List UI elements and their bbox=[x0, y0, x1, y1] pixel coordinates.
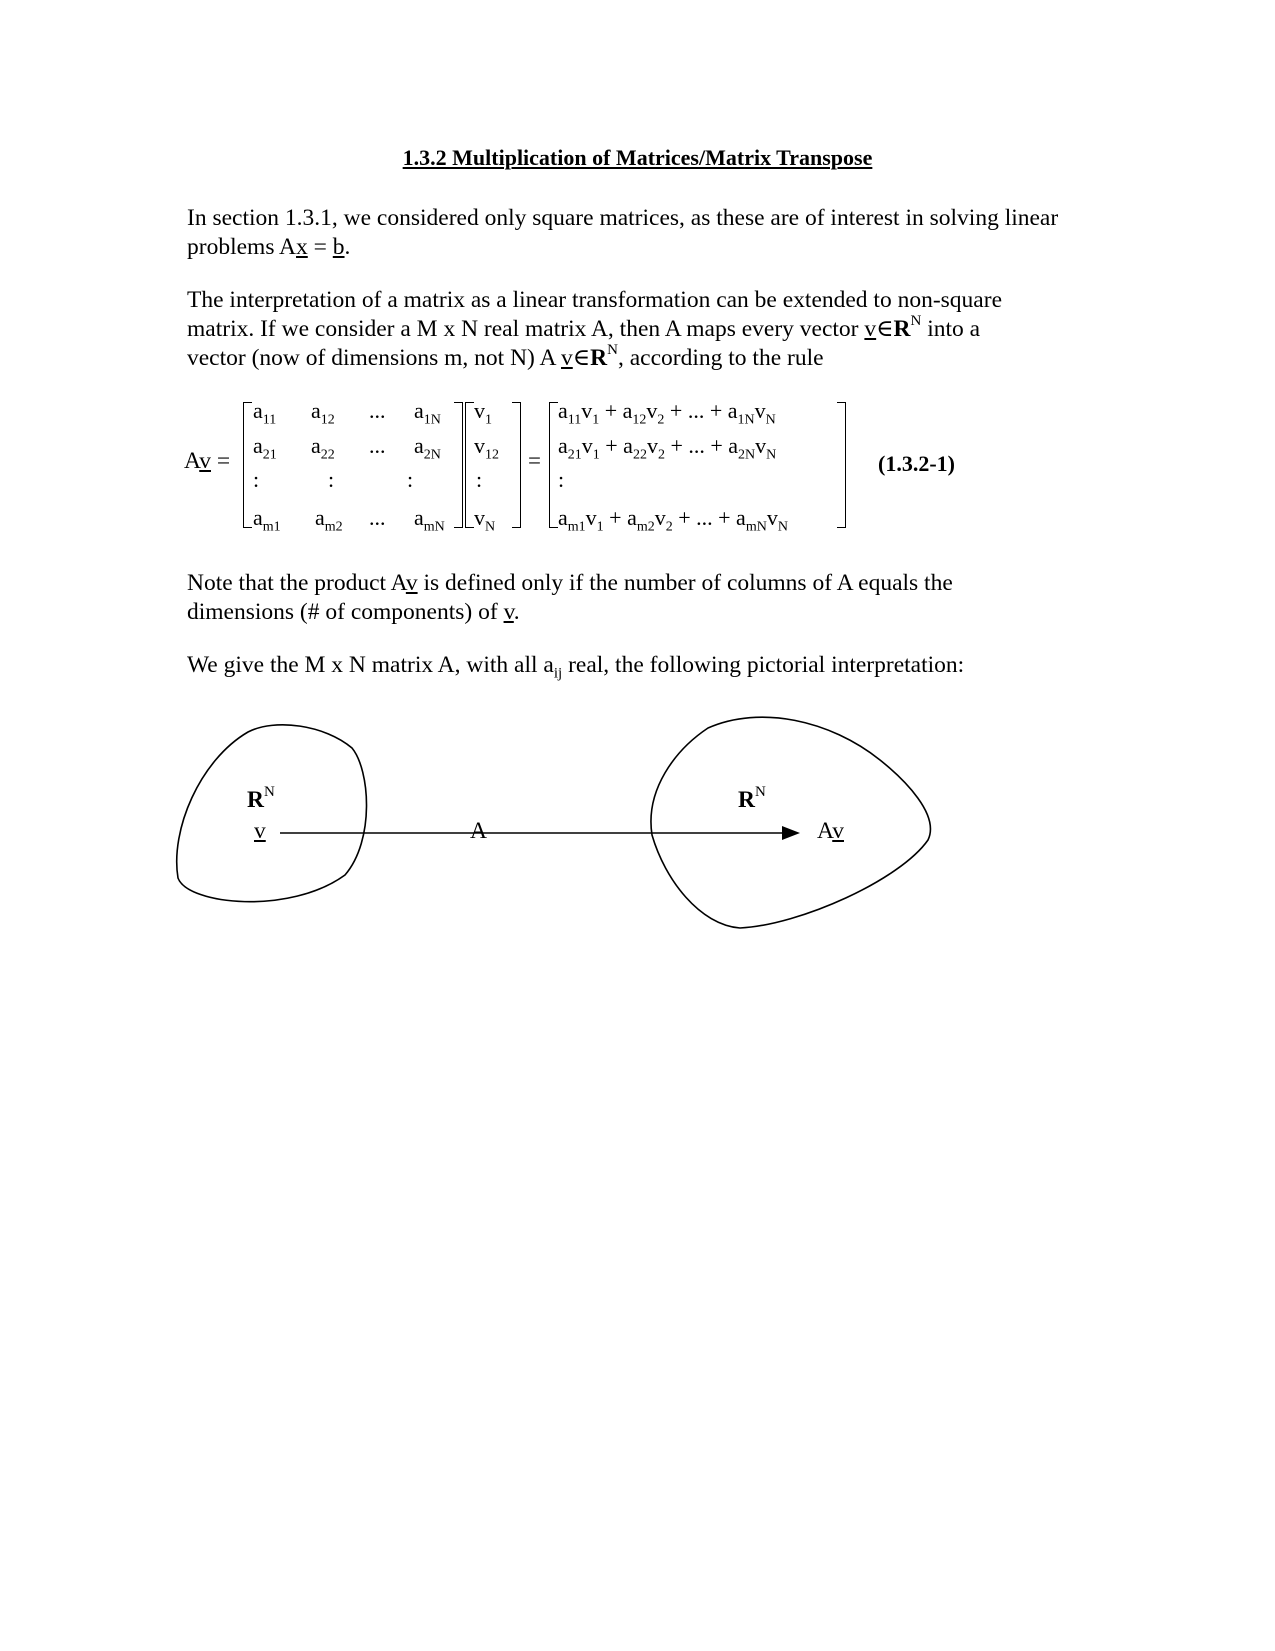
matrix-a-ellipsis: ... bbox=[369, 433, 386, 458]
paragraph-linear-transformation: The interpretation of a matrix as a linear transformation can be extended to non-square matrix. If we consider a M x N real matrix A, then A maps every vector $v\in R^N$ into a vector (now of dimensions m, not N) A $v\in R^N$, according to the rule bbox=[187, 287, 1002, 371]
result-row: $a_{11}v_1 + a_{12}v_2$ + ... + $a_{1N}v_N$ bbox=[558, 398, 776, 428]
equation-number: (1.3.2-1) bbox=[878, 451, 955, 476]
matrix-a-element: $a_{m1}$ bbox=[253, 505, 281, 535]
transformation-label: A bbox=[470, 818, 487, 844]
matrix-a-element: $a_{22}$ bbox=[311, 433, 335, 463]
paragraph-intro: In section 1.3.1, we considered only square matrices, as these are of interest in solving linear problems Ax = b. bbox=[187, 205, 1059, 260]
matrix-a-element: $a_{2N}$ bbox=[414, 433, 441, 463]
vector-v-vdots: : bbox=[476, 467, 483, 492]
matrix-a-element: $a_{12}$ bbox=[311, 398, 335, 428]
paragraph-product-note: Note that the product Av is defined only if the number of columns of A equals the dimensions (# of components) of v. bbox=[187, 570, 953, 625]
equals-sign: = bbox=[528, 448, 541, 473]
matrix-a-vdots: : bbox=[328, 467, 335, 492]
image-vector: Av bbox=[817, 818, 844, 844]
matrix-a-vdots: : bbox=[253, 467, 260, 492]
result-row: $a_{21}v_1 + a_{22}v_2$ + ... + $a_{2N}v_N$ bbox=[558, 433, 777, 463]
paragraph-pictorial: We give the M x N matrix A, with all $a_{ij}$ real, the following pictorial interpretation: bbox=[187, 652, 965, 682]
codomain-region bbox=[651, 717, 930, 928]
matrix-a-vdots: : bbox=[407, 467, 414, 492]
codomain-label: $R^N$ bbox=[738, 784, 766, 813]
domain-vector: v bbox=[254, 818, 266, 844]
arrow-head-icon bbox=[782, 826, 800, 840]
result-vdots: : bbox=[558, 467, 565, 492]
matrix-a-element: $a_{1N}$ bbox=[414, 398, 441, 428]
matrix-a-element: $a_{mN}$ bbox=[414, 505, 445, 535]
matrix-a-element: $a_{m2}$ bbox=[315, 505, 343, 535]
domain-label: $R^N$ bbox=[247, 784, 275, 813]
vector-v-element: $v_N$ bbox=[474, 505, 496, 535]
matrix-a-element: $a_{11}$ bbox=[253, 398, 277, 428]
equation-lhs: Av = bbox=[184, 448, 231, 474]
section-heading: 1.3.2 Multiplication of Matrices/Matrix Transpose bbox=[402, 145, 873, 170]
result-row: $a_{m1}v_1 + a_{m2}v_2$ + ... + $a_{mN}v_N$ bbox=[558, 505, 788, 535]
matrix-a-ellipsis: ... bbox=[369, 398, 386, 423]
matrix-a-ellipsis: ... bbox=[369, 505, 386, 530]
matrix-a-element: $a_{21}$ bbox=[253, 433, 277, 463]
vector-v-element: $v_{12}$ bbox=[474, 433, 499, 463]
vector-v-element: $v_1$ bbox=[474, 398, 492, 428]
